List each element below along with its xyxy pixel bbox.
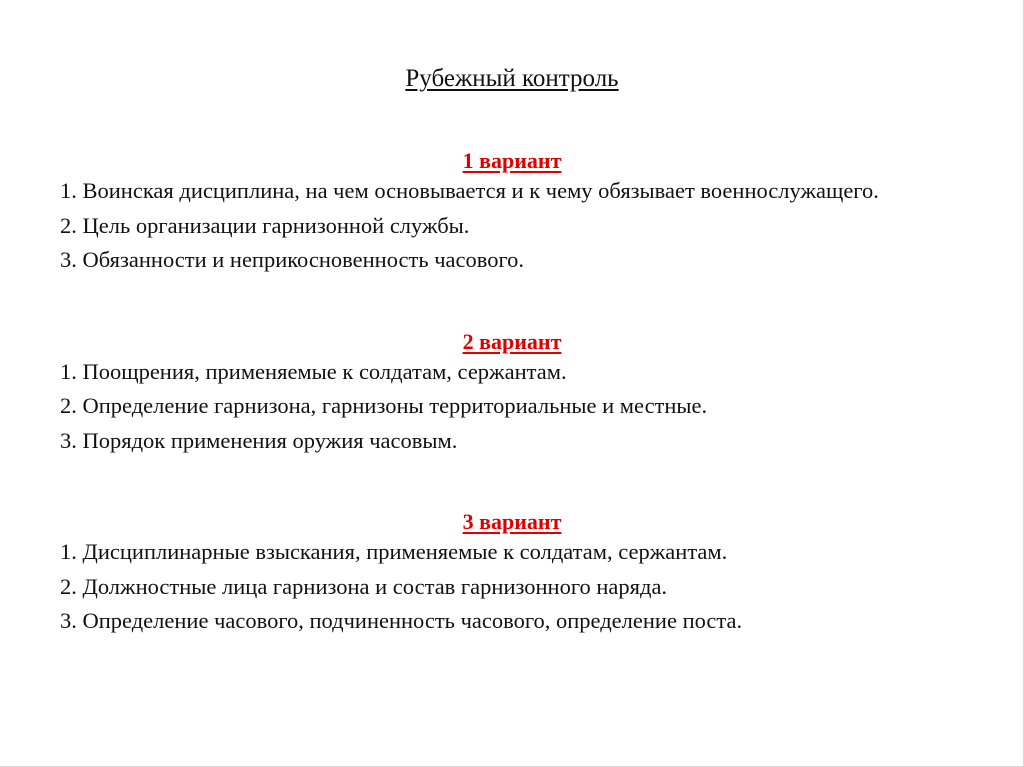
variant-3-question-1: 1. Дисциплинарные взыскания, применяемые к солдатам, сержантам. xyxy=(60,539,728,564)
variant-3-question-2: 2. Должностные лица гарнизона и состав гарнизонного наряда. xyxy=(60,573,668,599)
variant-2-question-2: 2. Определение гарнизона, гарнизоны территориальные и местные. xyxy=(60,393,708,418)
variant-3-section xyxy=(60,508,964,639)
variant-1-heading: 1 вариант xyxy=(462,148,562,173)
variant-3-question-3: 3. Определение часового, подчиненность часового, определение поста. xyxy=(60,608,743,633)
variant-1-section xyxy=(60,147,964,278)
variant-2-question-3: 3. Порядок применения оружия часовым. xyxy=(60,427,458,453)
variant-1-question-1: 1. Воинская дисциплина, на чем основывается и к чему обязывает военнослужащего. xyxy=(60,178,879,203)
variant-2-section xyxy=(60,328,964,459)
slide-content xyxy=(60,62,964,639)
variant-3-heading: 3 вариант xyxy=(462,509,562,534)
variant-1-question-3: 3. Обязанности и неприкосновенность часового. xyxy=(60,247,525,272)
variant-2-heading: 2 вариант xyxy=(462,328,562,354)
page-title: Рубежный контроль xyxy=(405,65,619,92)
variant-2-question-1: 1. Поощрения, применяемые к солдатам, сержантам. xyxy=(60,358,567,384)
variant-1-question-2: 2. Цель организации гарнизонной службы. xyxy=(60,212,470,238)
